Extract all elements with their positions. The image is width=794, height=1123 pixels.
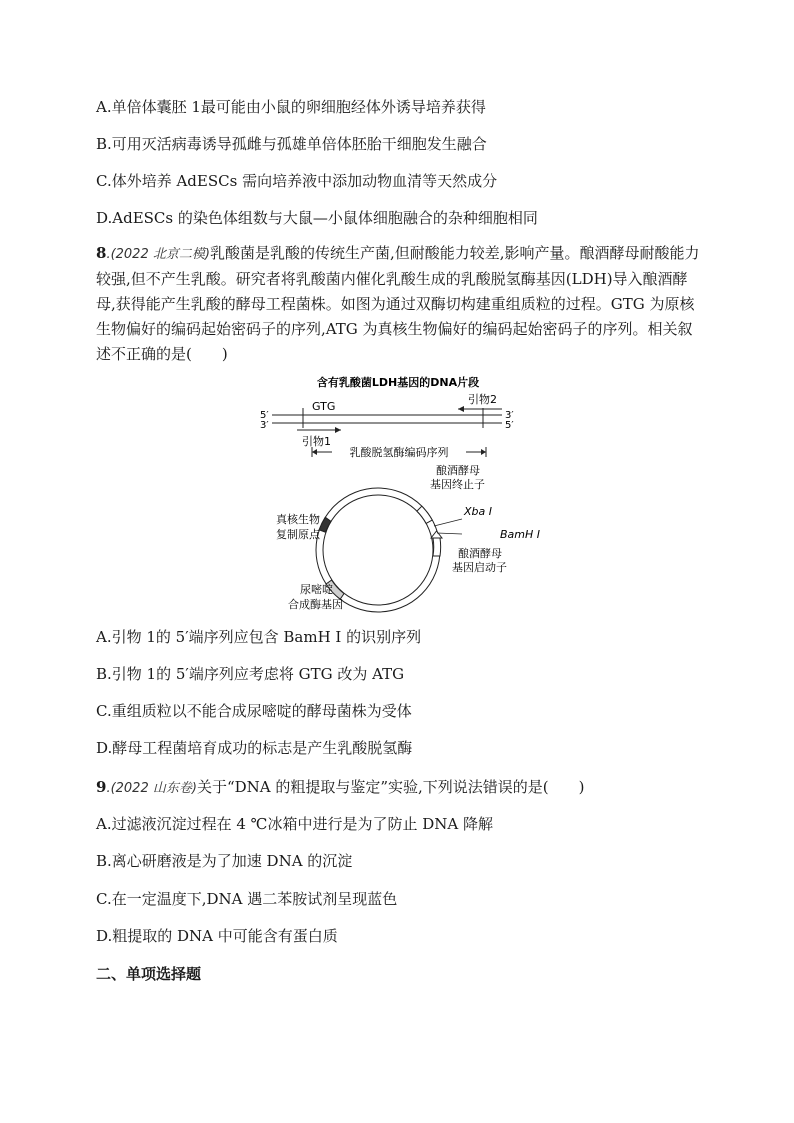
label-5-right: 5′ (505, 420, 514, 431)
q9-stem (96, 776, 585, 800)
coding-span-left-arrow (312, 449, 317, 455)
q8-source: .(2022 北京二模) (106, 247, 210, 262)
coding-sequence-label: 乳酸脱氢酶编码序列 (349, 446, 449, 459)
gtg-label: GTG (312, 400, 336, 413)
q7-option-b: B.可用灭活病毒诱导孤雌与孤雄单倍体胚胎干细胞发生融合 (96, 135, 487, 153)
primer2-arrowhead (458, 406, 464, 412)
ori-label-1: 真核生物 (276, 513, 320, 526)
label-3-left: 3′ (260, 420, 269, 431)
q9-option-a: A.过滤液沉淀过程在 4 ℃冰箱中进行是为了防止 DNA 降解 (96, 815, 493, 833)
plasmid-construction-diagram (240, 372, 550, 617)
bam-label: BamH Ⅰ (500, 528, 541, 541)
q8-option-d: D.酵母工程菌培育成功的标志是产生乳酸脱氢酶 (96, 739, 413, 757)
ori-segment (319, 517, 331, 532)
q8-option-a: A.引物 1的 5′端序列应包含 BamH Ⅰ 的识别序列 (96, 628, 422, 646)
coding-span-right-arrow (481, 449, 486, 455)
terminator-segment (417, 506, 432, 523)
promoter-label-1: 酿酒酵母 (458, 547, 502, 560)
primer1-arrowhead (335, 427, 341, 433)
q8-option-b: B.引物 1的 5′端序列应考虑将 GTG 改为 ATG (96, 665, 405, 683)
primer1-label: 引物1 (302, 435, 331, 448)
ura-label-1: 尿嘧啶 (300, 583, 333, 596)
promoter-segment (433, 538, 441, 556)
q9-option-d: D.粗提取的 DNA 中可能含有蛋白质 (96, 927, 338, 945)
diagram-title: 含有乳酸菌LDH基因的DNA片段 (316, 376, 480, 389)
q7-option-a: A.单倍体囊胚 1最可能由小鼠的卵细胞经体外诱导培养获得 (96, 98, 486, 116)
ura-label-2: 合成酶基因 (288, 598, 343, 611)
q7-option-c: C.体外培养 AdESCs 需向培养液中添加动物血清等天然成分 (96, 172, 498, 190)
promoter-label-2: 基因启动子 (452, 561, 507, 574)
terminator-label-1: 酿酒酵母 (436, 464, 480, 477)
xba-pointer (434, 519, 462, 526)
terminator-label-2: 基因终止子 (430, 478, 485, 491)
q8-stem (96, 241, 702, 367)
promoter-arrow (431, 531, 442, 538)
xba-label: Xba Ⅰ (464, 505, 492, 518)
q9-stem-text: 关于“DNA 的粗提取与鉴定”实验,下列说法错误的是( ) (196, 778, 585, 796)
plasmid-inner (323, 495, 433, 605)
section-heading: 二、单项选择题 (96, 965, 202, 983)
q9-source: .(2022 山东卷) (106, 781, 197, 796)
q9-option-b: B.离心研磨液是为了加速 DNA 的沉淀 (96, 852, 353, 870)
q8-stem-text: 乳酸菌是乳酸的传统生产菌,但耐酸能力较差,影响产量。酿酒酵母耐酸能力较强,但不产生乳酸。研究者将乳酸菌内催化乳酸生成的乳酸脱氢酶基因(LDH)导入酿酒酵母,获得能产生乳酸的酵母工程菌株。如图为通过双酶切构建重组质粒的过程。GTG 为原核生物偏好的编码起始密码子的序列,ATG 为真核生物偏好的编码起始密码子的序列。相关叙述不正确的是( ) (96, 244, 700, 363)
bam-pointer (437, 533, 462, 534)
q8-option-c: C.重组质粒以不能合成尿嘧啶的酵母菌株为受体 (96, 702, 412, 720)
q9-number: 9 (96, 778, 107, 796)
q9-option-c: C.在一定温度下,DNA 遇二苯胺试剂呈现蓝色 (96, 890, 398, 908)
label-5-left: 5′ (260, 410, 269, 421)
ori-label-2: 复制原点 (276, 528, 320, 541)
primer2-label: 引物2 (468, 393, 497, 406)
q8-number: 8 (96, 244, 107, 262)
q7-option-d: D.AdESCs 的染色体组数与大鼠—小鼠体细胞融合的杂种细胞相同 (96, 209, 538, 227)
label-3-right: 3′ (505, 410, 514, 421)
